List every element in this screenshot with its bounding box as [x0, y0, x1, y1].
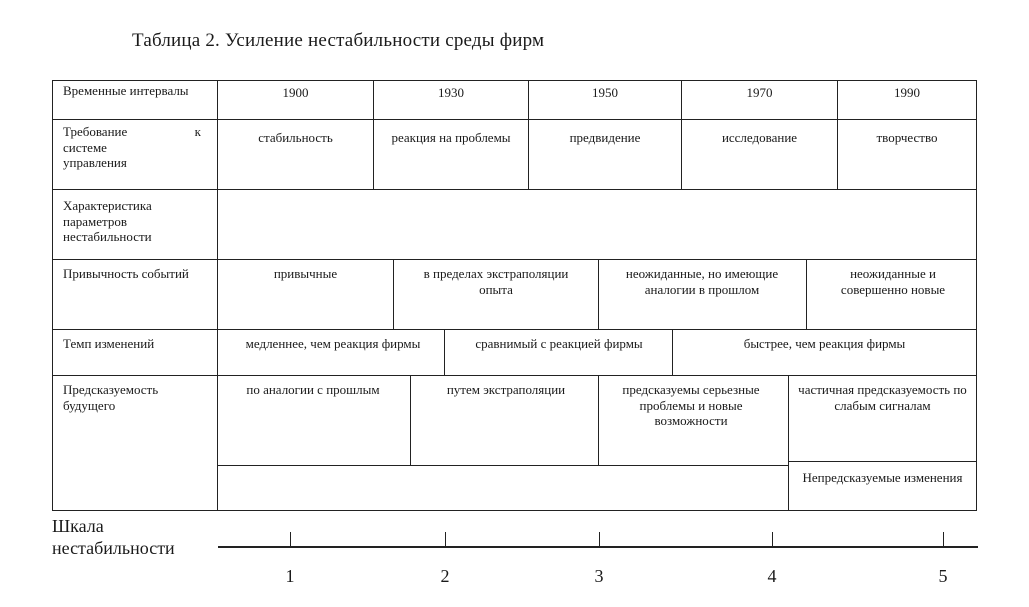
interval-year: 1950	[592, 85, 618, 100]
pace-value: быстрее, чем реакция фирмы	[743, 336, 906, 351]
label-event-familiarity: Привычность событий	[63, 266, 189, 281]
scale-tick-label: 2	[440, 566, 450, 586]
column-divider	[393, 259, 394, 329]
requirement-value: творчество	[876, 130, 938, 145]
scale-tick-label: 3	[594, 566, 604, 586]
scale-tick	[772, 532, 773, 546]
label-word: Требование	[63, 124, 128, 139]
familiarity-value: в пределах экстраполяции опыта	[423, 266, 569, 297]
scale-tick	[445, 532, 446, 546]
interval-year: 1930	[438, 85, 464, 100]
row-divider	[52, 329, 977, 330]
label-future-predictability: Предсказуемость будущего	[63, 382, 159, 413]
table-border-right	[976, 80, 977, 510]
requirement-value: предвидение	[569, 130, 641, 145]
predictability-value: частичная предсказуемость по слабым сигналам	[798, 382, 967, 413]
column-divider	[444, 329, 445, 375]
scale-label: Шкала нестабильности	[52, 516, 175, 558]
requirement-value: стабильность	[258, 130, 333, 145]
row-divider	[52, 119, 977, 120]
interval-year: 1990	[894, 85, 920, 100]
label-word: системе управления	[63, 139, 127, 170]
row-divider	[788, 461, 977, 462]
pace-value: медленнее, чем реакция фирмы	[245, 336, 421, 351]
column-divider	[598, 259, 599, 329]
familiarity-value: неожиданные, но имеющие аналогии в прошлом	[625, 266, 779, 297]
row-divider	[52, 189, 977, 190]
label-instability-characteristic: Характеристика параметров нестабильности	[63, 198, 152, 244]
column-divider	[598, 375, 599, 465]
scale-tick-label: 4	[767, 566, 777, 586]
familiarity-value: привычные	[273, 266, 338, 281]
predictability-value: путем экстраполяции	[446, 382, 566, 397]
row-divider	[218, 465, 788, 466]
label-management-requirement	[53, 122, 217, 188]
requirement-value: реакция на проблемы	[391, 130, 511, 145]
scale-tick	[599, 532, 600, 546]
predictability-extra: Непредсказуемые изменения	[802, 470, 963, 485]
label-time-intervals: Временные интервалы	[63, 83, 189, 98]
scale-tick-label: 1	[285, 566, 295, 586]
table-title: Таблица 2. Усиление нестабильности среды фирм	[132, 30, 545, 51]
predictability-value: предсказуемы серьезные проблемы и новые возможности	[622, 382, 760, 428]
scale-tick	[290, 532, 291, 546]
table-border-bottom	[52, 510, 977, 511]
scale-tick-label: 5	[938, 566, 948, 586]
row-divider	[52, 259, 977, 260]
familiarity-value: неожиданные и совершенно новые	[840, 266, 946, 297]
label-word: к	[194, 124, 201, 139]
pace-value: сравнимый с реакцией фирмы	[475, 336, 643, 351]
predictability-value: по аналогии с прошлым	[246, 382, 380, 397]
label-pace-of-change: Темп изменений	[63, 336, 155, 351]
column-divider	[410, 375, 411, 465]
requirement-value: исследование	[721, 130, 798, 145]
scale-tick	[943, 532, 944, 546]
scale-axis	[218, 546, 978, 548]
column-divider	[806, 259, 807, 329]
row-divider	[52, 375, 977, 376]
interval-year: 1970	[746, 85, 773, 100]
interval-year: 1900	[282, 85, 309, 100]
